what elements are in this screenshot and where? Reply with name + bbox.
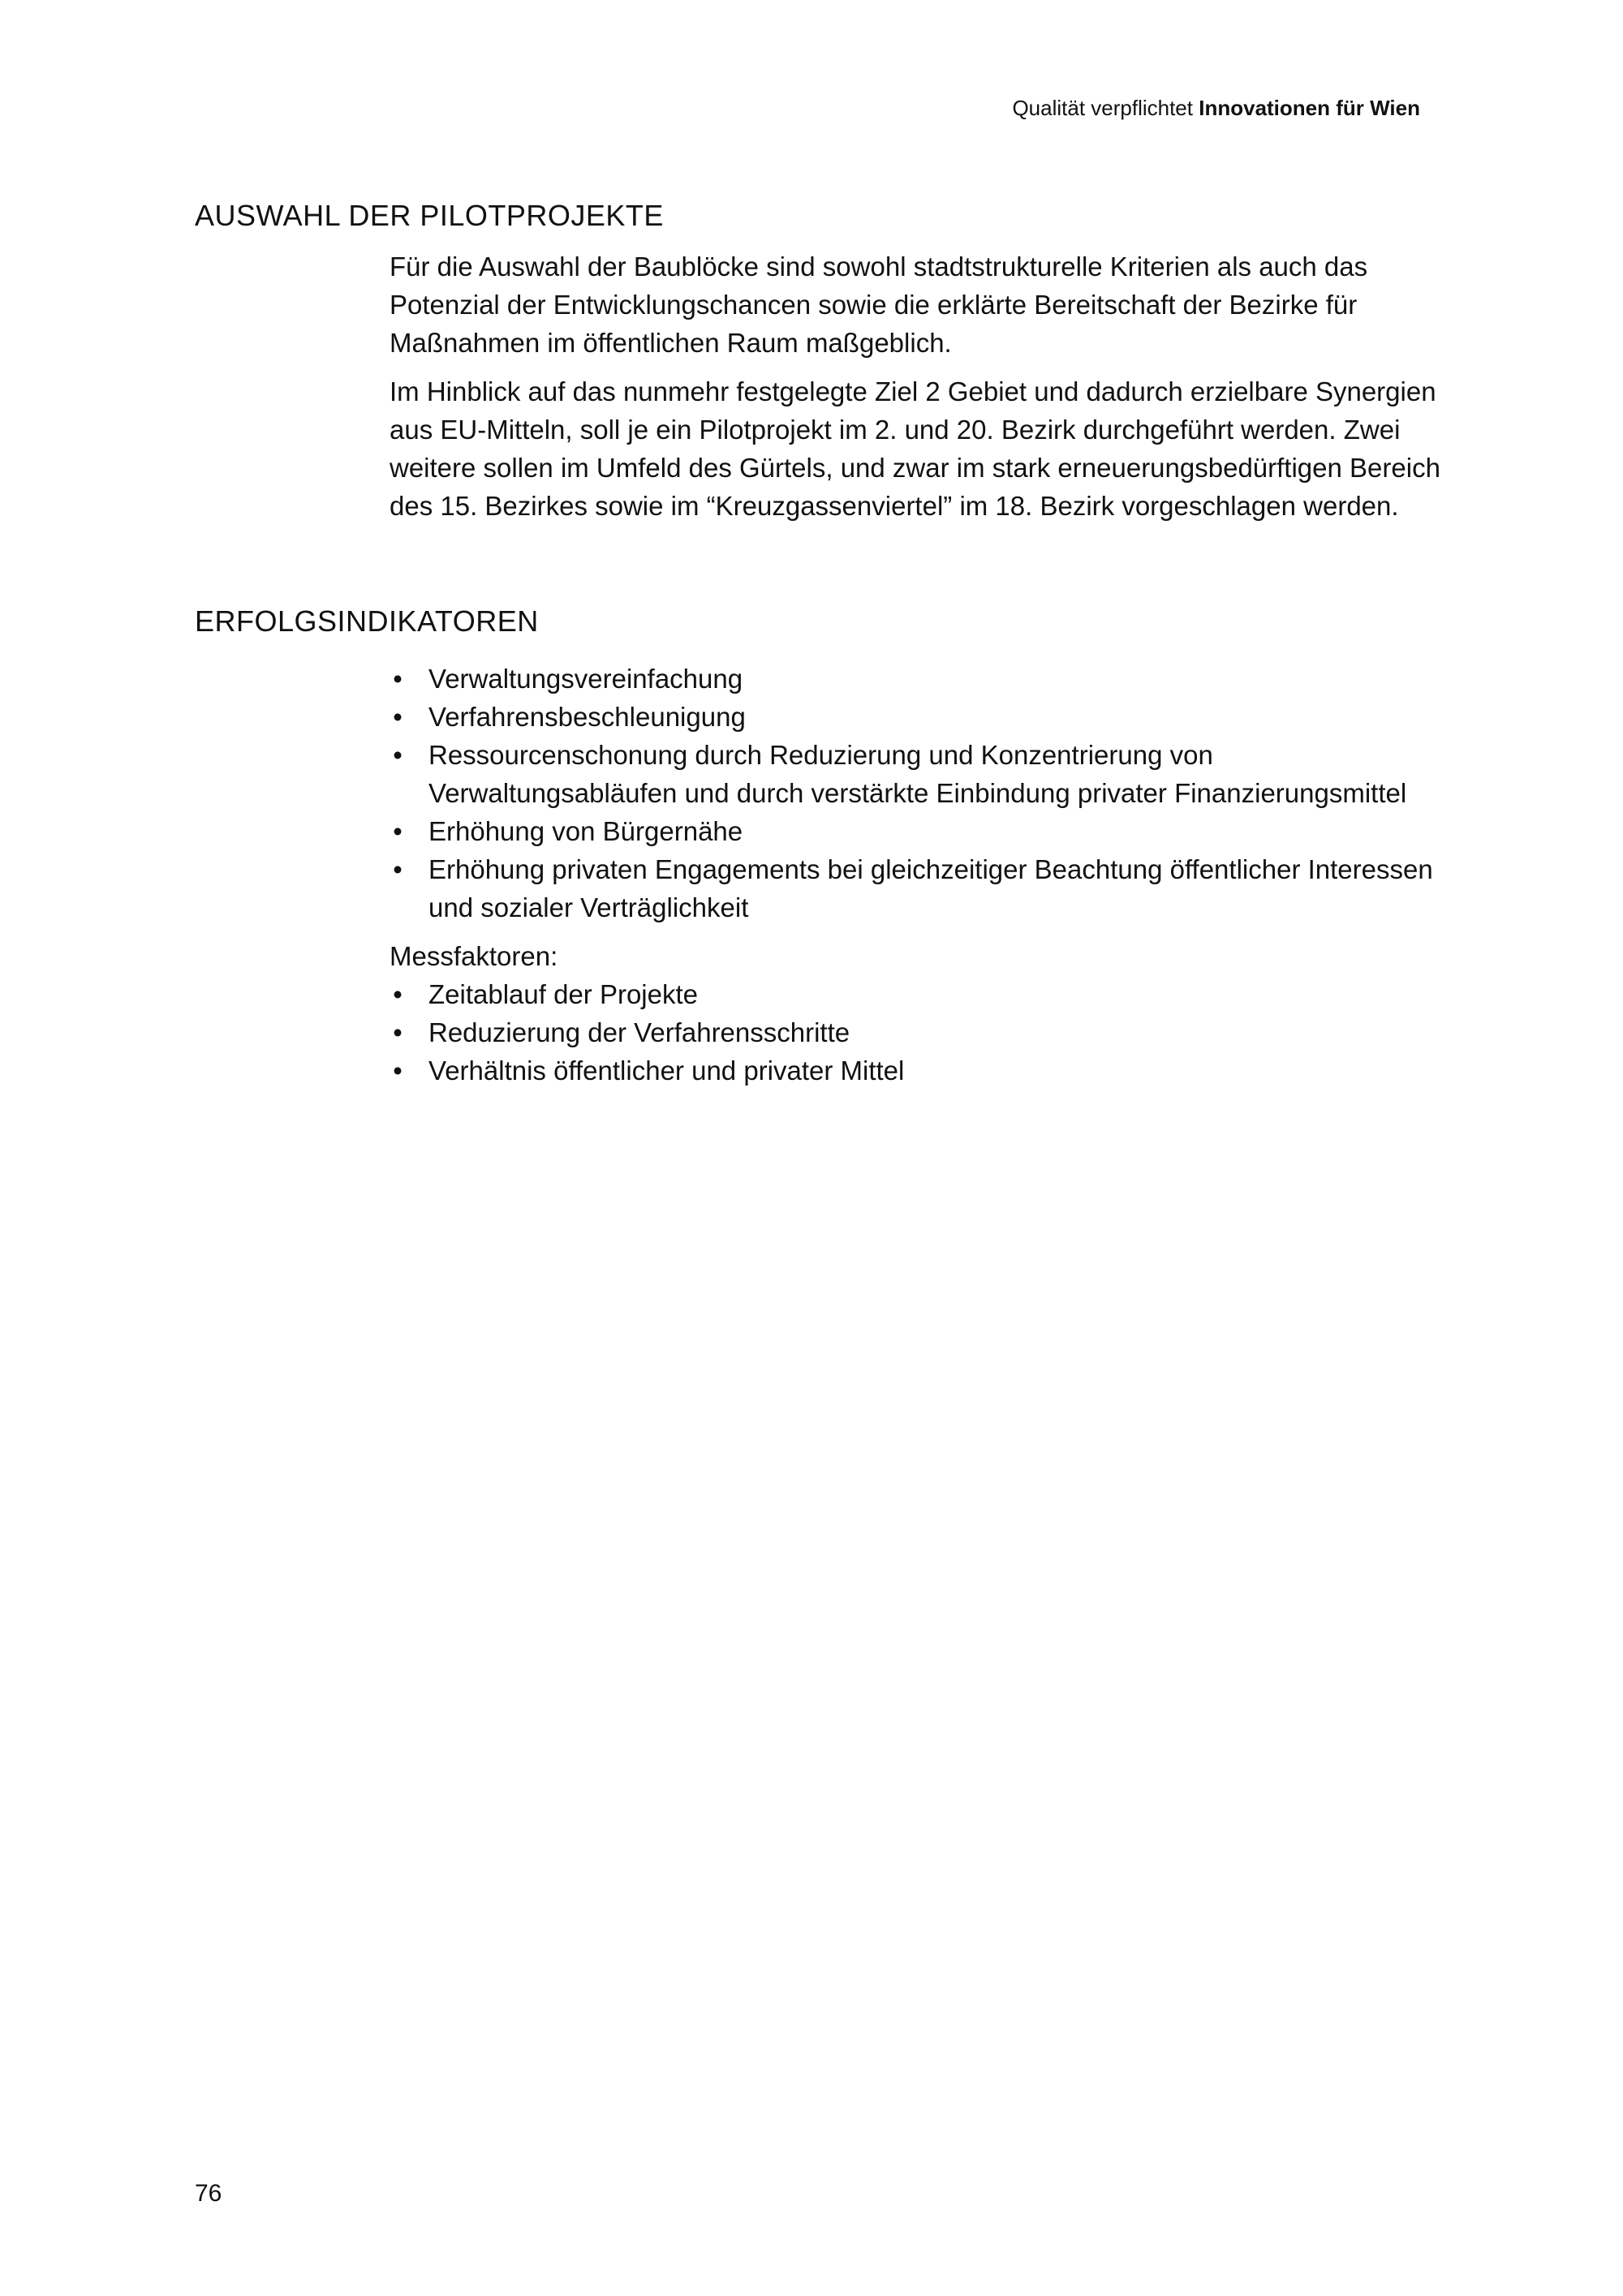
list-item	[390, 736, 1453, 812]
list-item-text: Reduzierung der Verfahrensschritte	[428, 1017, 850, 1047]
section-heading-success-indicators: ERFOLGSINDIKATOREN	[195, 604, 539, 638]
list-item-text: Zeitablauf der Projekte	[428, 979, 699, 1009]
running-header	[1012, 94, 1420, 122]
page-number: 76	[195, 2180, 222, 2207]
list-item	[390, 698, 1453, 736]
bullet-icon: •	[393, 816, 403, 846]
bullet-icon: •	[393, 979, 403, 1009]
list-item-text: Erhöhung privaten Engagements bei gleichzeitiger Beachtung öffentlicher Interessen und sozialer Verträglichkeit	[428, 854, 1433, 922]
pilot-projects-body	[390, 247, 1453, 535]
list-item	[390, 1051, 1453, 1090]
bullet-icon: •	[393, 1056, 403, 1086]
bullet-icon: •	[393, 664, 403, 694]
paragraph: Im Hinblick auf das nunmehr festgelegte Ziel 2 Gebiet und dadurch erzielbare Synergien aus EU-Mitteln, soll je ein Pilotprojekt im 2. und 20. Bezirk durchgeführt werden. Zwei weitere sollen im Umfeld des Gürtels, und zwar im stark erneuerungsbedürftigen Bereich des 15. Bezirkes sowie im “Kreuzgassenviertel” im 18. Bezirk vorgeschlagen werden.	[390, 376, 1440, 521]
indicator-list	[390, 660, 1453, 927]
list-item	[390, 975, 1453, 1013]
list-item-text: Verwaltungsvereinfachung	[428, 664, 743, 694]
bullet-icon: •	[393, 1017, 403, 1047]
bullet-icon: •	[393, 854, 403, 884]
bullet-icon: •	[393, 740, 403, 770]
bullet-icon: •	[393, 702, 403, 732]
list-item-text: Verhältnis öffentlicher und privater Mittel	[428, 1056, 905, 1086]
list-item	[390, 812, 1453, 850]
paragraph: Für die Auswahl der Baublöcke sind sowohl stadtstrukturelle Kriterien als auch das Potenzial der Entwicklungschancen sowie die erklärte Bereitschaft der Bezirke für Maßnahmen im öffentlichen Raum maßgeblich.	[390, 252, 1368, 358]
list-item	[390, 1013, 1453, 1051]
list-item	[390, 850, 1453, 927]
measures-list	[390, 975, 1453, 1090]
success-indicators-body	[390, 660, 1453, 1090]
list-item-text: Erhöhung von Bürgernähe	[428, 816, 743, 846]
header-prefix: Qualität verpflichtet	[1012, 96, 1193, 120]
list-item	[390, 660, 1453, 698]
header-title: Innovationen für Wien	[1199, 96, 1420, 120]
list-item-text: Verfahrensbeschleunigung	[428, 702, 746, 732]
section-heading-pilot-projects: AUSWAHL DER PILOTPROJEKTE	[195, 199, 664, 232]
measures-label: Messfaktoren:	[390, 941, 558, 971]
list-item-text: Ressourcenschonung durch Reduzierung und Konzentrierung von Verwaltungsabläufen und durch verstärkte Einbindung privater Finanzierungsmittel	[428, 740, 1407, 808]
